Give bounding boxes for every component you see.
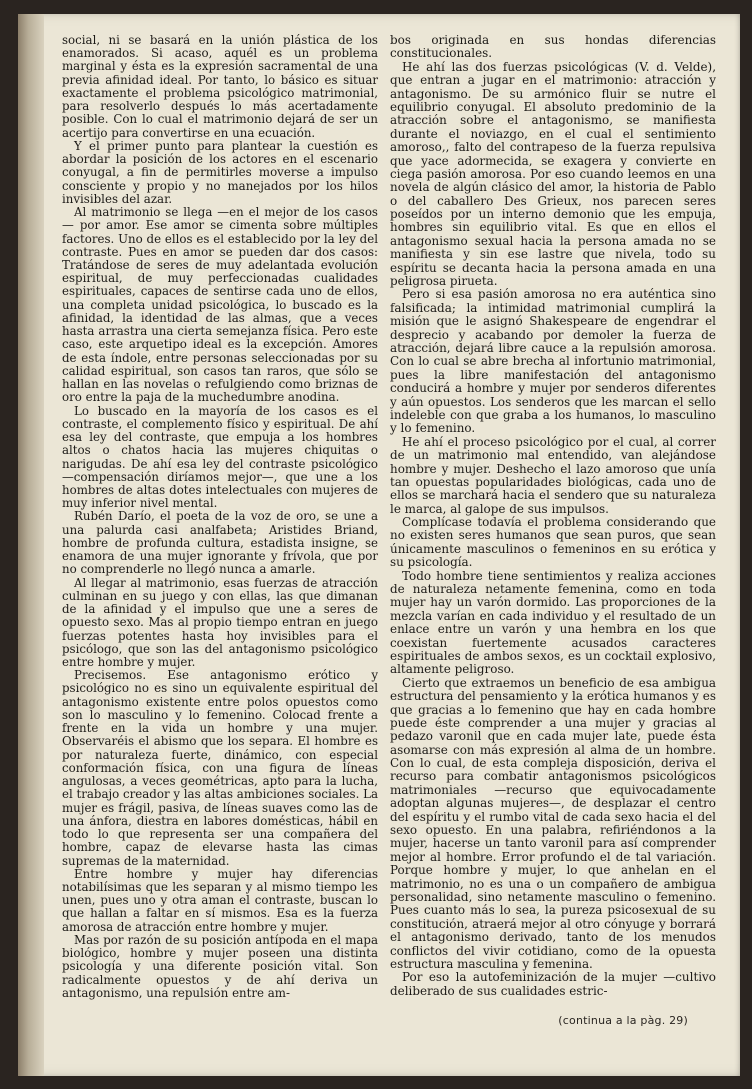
paragraph: bos originada en sus hondas diferencias constitucionales. [390,33,716,61]
paragraph: social, ni se basará en la unión plástica de los enamorados. Si acaso, aquél es un problema marginal y ésta es la expresión sacramental de una previa afinidad ideal. Por tanto, lo básico es situar exactamente el problema psicológico matrimonial, para resolverlo después lo más acertadamente posible. Con lo cual el matrimonio dejará de ser un acertijo para convertirse en una ecuación. [62,33,378,140]
paragraph: He ahí el proceso psicológico por el cual, al correr de un matrimonio mal entendido, van alejándose hombre y mujer. Deshecho el lazo amoroso que unía tan opuestas popularidades biológicas, cada uno de ellos se marchará hacia el sendero que su naturaleza le marca, al galope de sus impulsos. [390,434,716,516]
paragraph: Pero si esa pasión amorosa no era auténtica sino falsificada; la intimidad matrimonial cumplirá la misión que le asignó Shakespeare de engendrar el desprecio y acabando por demoler la fuerza de atracción, dejará libre cauce a la repulsión amorosa. Con lo cual se abre brecha al infortunio matrimonial, pues la libre manifestación del antagonismo conducirá a hombre y mujer por senderos diferentes y aún opuestos. Los senderos que les marcan el sello indeleble con que graba a los humanos, lo masculino y lo femenino. [390,287,716,436]
paragraph: Por eso la autofeminización de la mujer —cultivo deliberado de sus cualidades estric- [390,970,716,998]
continuation-note: (continua a la pàg. 29) [558,1014,688,1027]
paragraph: Precisemos. Ese antagonismo erótico y psicológico no es sino un equivalente espiritual del antagonismo existente entre polos opuestos como son lo masculino y lo femenino. Colocad frente a frente en la vida un hombre y una mujer. Observaréis el abismo que los separa. El hombre es por naturaleza fuerte, dinámico, con especial conformación física, con una figura de líneas angulosas, a veces geométricas, apto para la lucha, el trabajo creador y las altas ambiciones sociales. La mujer es frágil, pasiva, de líneas suaves como las de una ánfora, diestra en labores domésticas, hábil en todo lo que representa ser una compañera del hombre, capaz de elevarse hasta las cimas supremas de la maternidad. [62,668,378,868]
paragraph: Y el primer punto para plantear la cuestión es abordar la posición de los actores en el escenario conyugal, a fin de permitirles moverse a impulso consciente y propio y no manejados por los hilos invisibles del azar. [62,138,378,206]
paragraph: Cierto que extraemos un beneficio de esa ambigua estructura del pensamiento y la erótica humanos y es que gracias a lo femenino que hay en cada hombre puede éste comprender a una mujer y gracias al pedazo varonil que en cada mujer late, puede ésta asomarse con más expresión al alma de un hombre. Con lo cual, de esta compleja disposición, deriva el recurso para combatir antagonismos psicológicos matrimoniales —recurso que equivocadamente adoptan algunas mujeres—, de desplazar el centro del espíritu y el rumbo vital de cada sexo hacia el del sexo opuesto. En una palabra, refiriéndonos a la mujer, hacerse un tanto varonil para así comprender mejor al hombre. Error profundo el de tal variación. Porque hombre y mujer, lo que anhelan en el matrimonio, no es una o un compañero de ambigua personalidad, sino netamente masculino o femenino. Pues cuanto más lo sea, la pureza psicosexual de su constitución, atraerá mejor al otro cónyuge y borrará el antagonismo derivado, tanto de los menudos conflictos del vivir cotidiano, como de la opuesta estructura masculina y femenina. [390,675,716,971]
paragraph: Mas por razón de su posición antípoda en el mapa biológico, hombre y mujer poseen una distinta psicología y una diferente posición vital. Son radicalmente opuestos y de ahí deriva un antagonismo, una repulsión entre am- [62,932,378,1000]
magazine-page [18,14,740,1076]
paragraph: Entre hombre y mujer hay diferencias notabilísimas que les separan y al mismo tiempo les unen, pues uno y otra aman el contraste, buscan lo que hallan a faltar en sí mismos. Esa es la fuerza amorosa de atracción entre hombre y mujer. [62,866,378,934]
paragraph: Al matrimonio se llega —en el mejor de los casos— por amor. Ese amor se cimenta sobre múltiples factores. Uno de ellos es el establecido por la ley del contraste. Pues en amor se pueden dar dos casos: Tratándose de seres de muy adelantada evolución espiritual, de muy perfeccionadas cualidades espirituales, capaces de sentirse cada uno de ellos, una completa unidad psicológica, lo buscado es la afinidad, la identidad de las almas, que a veces hasta arrastra una cierta semejanza física. Pero este caso, este arquetipo ideal es la excepción. Amores de esta índole, entre personas seleccionadas por su calidad espiritual, son casos tan raros, que sólo se hallan en las novelas o refulgiendo como briznas de oro entre la paja de la muchedumbre anodina. [62,205,378,405]
article-column-left [62,34,378,1000]
paragraph: He ahí las dos fuerzas psicológicas (V. d. Velde), que entran a jugar en el matrimonio: atracción y antagonismo. De su armónico fluir se nutre el equilibrio conyugal. El absoluto predominio de la atracción sobre el antagonismo, se manifiesta durante el noviazgo, en el cual el sentimiento amoroso,, falto del contrapeso de la fuerza repulsiva que yace adormecida, se exagera y convierte en ciega pasión amorosa. Por eso cuando leemos en una novela de algún clásico del amor, la historia de Pablo o del caballero Des Grieux, nos parecen seres poseídos por un interno demonio que les empuja, hombres sin equilibrio vital. Es que en ellos el antagonismo sexual hacia la persona amada no se manifiesta y sin ese lastre que nivela, todo su espíritu se decanta hacia la persona amada en una peligrosa pirueta. [390,59,716,289]
paragraph: Al llegar al matrimonio, esas fuerzas de atracción culminan en su juego y con ellas, las que dimanan de la afinidad y el impulso que une a seres de opuesto sexo. Mas al propio tiempo entran en juego fuerzas potentes hasta hoy invisibles para el psicólogo, que son las del antagonismo psicológico entre hombre y mujer. [62,575,378,670]
paragraph: Rubén Darío, el poeta de la voz de oro, se une a una palurda casi analfabeta; Aristides Briand, hombre de profunda cultura, estadista insigne, se enamora de una mujer ignorante y frívola, que por no comprenderle no llegó nunca a amarle. [62,509,378,577]
paragraph: Lo buscado en la mayoría de los casos es el contraste, el complemento físico y espiritual. De ahí esa ley del contraste, que empuja a los hombres altos o chatos hacia las mujeres chiquitas o narigudas. De ahí esa ley del contraste psicológico —compensación diríamos mejor—, que une a los hombres de altas dotes intelectuales con mujeres de muy inferior nivel mental. [62,403,378,511]
article-column-right [390,34,716,998]
paragraph: Complícase todavía el problema considerando que no existen seres humanos que sean puros, que sean únicamente masculinos o femeninos en su erótica y su psicología. [390,515,716,570]
page-binding-shadow [18,14,44,1076]
paragraph: Todo hombre tiene sentimientos y realiza acciones de naturaleza netamente femenina, como en toda mujer hay un varón dormido. Las proporciones de la mezcla varían en cada individuo y el resultado de un enlace entre un varón y una hembra en los que coexistan fuertemente acusados caracteres espirituales de ambos sexos, es un cocktail explosivo, altamente peligroso. [390,568,716,677]
